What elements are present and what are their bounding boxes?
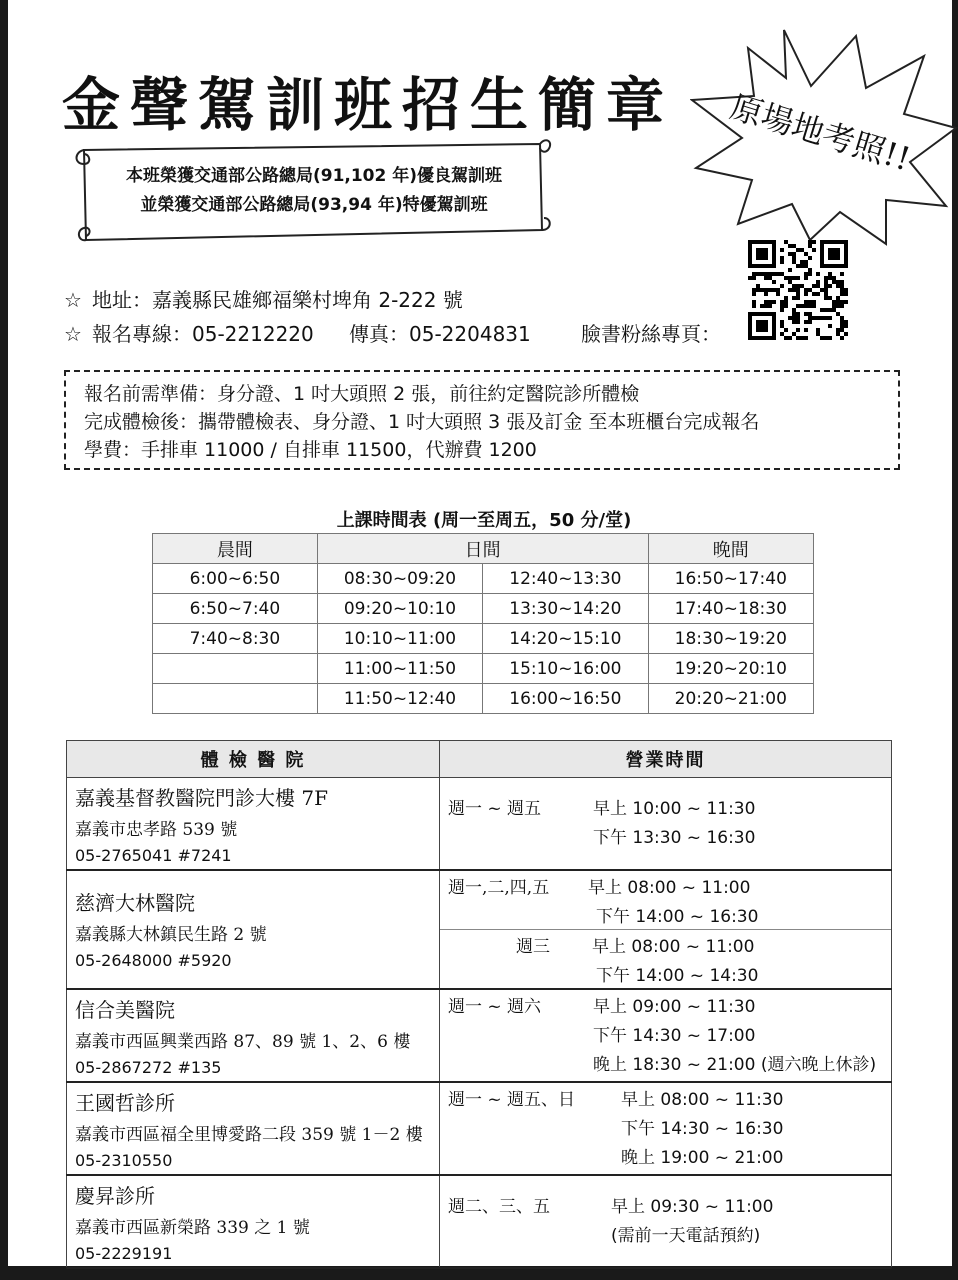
hospital-name: 嘉義基督教醫院門診大樓 7F: [75, 786, 328, 810]
hospital-hours: 早上 08:00 ~ 11:00: [592, 937, 755, 957]
hospital-hours: 下午 14:00 ~ 14:30: [596, 966, 759, 986]
stamp-text: 原場地考照!!: [725, 87, 915, 179]
hospital-hours: 早上 09:00 ~ 11:30: [593, 997, 756, 1017]
schedule-cell: 10:10~11:00: [317, 624, 482, 654]
hospital-days: 週一 ~ 週六: [448, 997, 542, 1017]
schedule-row: [153, 654, 814, 684]
requirements-box: [64, 370, 900, 470]
hospital-hours: 早上 09:30 ~ 11:00: [611, 1197, 774, 1217]
schedule-cell: 6:00~6:50: [153, 564, 318, 594]
schedule-cell: 08:30~09:20: [317, 564, 482, 594]
schedule-row: [153, 624, 814, 654]
schedule-cell: 09:20~10:10: [317, 594, 482, 624]
schedule-cell: [153, 684, 318, 714]
phone-line: [64, 318, 764, 347]
schedule-cell: 7:40~8:30: [153, 624, 318, 654]
schedule-cell: 6:50~7:40: [153, 594, 318, 624]
star-icon: ☆: [64, 288, 82, 312]
header-morning: 晨間: [153, 534, 318, 564]
schedule-cell: 11:50~12:40: [317, 684, 482, 714]
banner-line-2: 並榮獲交通部公路總局(93,94 年)特優駕訓班: [140, 195, 488, 215]
hospital-row: [67, 1175, 892, 1268]
hospital-row: [67, 870, 892, 989]
hospital-address: 嘉義市西區興業西路 87、89 號 1、2、6 樓: [75, 1032, 411, 1052]
header-hospital: 體 檢 醫 院: [67, 741, 440, 778]
page-title: 金聲駕訓班招生簡章: [62, 71, 675, 139]
hospital-days: 週二、三、五: [448, 1197, 550, 1217]
hospital-days: 週一,二,四,五: [448, 878, 550, 898]
hospital-row: [67, 1082, 892, 1175]
schedule-row: [153, 564, 814, 594]
left-frame-edge: [0, 0, 8, 1280]
banner-line-1: 本班榮獲交通部公路總局(91,102 年)優良駕訓班: [125, 166, 503, 186]
hospital-address: 嘉義市西區福全里博愛路二段 359 號 1－2 樓: [75, 1125, 423, 1145]
hospital-row: [67, 989, 892, 1082]
schedule-cell: 18:30~19:20: [648, 624, 813, 654]
hospital-address: 嘉義市忠孝路 539 號: [75, 820, 238, 840]
schedule-row: [153, 594, 814, 624]
schedule-cell: 13:30~14:20: [483, 594, 648, 624]
hospital-phone: 05-2765041 #7241: [75, 846, 232, 865]
hospital-name: 慶昇診所: [75, 1184, 155, 1208]
banner-text: [90, 162, 538, 220]
schedule-cell: 20:20~21:00: [648, 684, 813, 714]
hospital-name: 慈濟大林醫院: [75, 891, 195, 915]
hospital-days: 週三: [516, 937, 550, 957]
hospital-phone: 05-2229191: [75, 1244, 173, 1263]
hospital-sub-schedule: [440, 929, 891, 988]
hospital-days: 週一 ~ 週五: [448, 799, 542, 819]
schedule-cell: 19:20~20:10: [648, 654, 813, 684]
hospital-table: [66, 740, 892, 1269]
header-hours: 營業時間: [440, 741, 892, 778]
requirement-line: 學費：手排車 11000 / 自排車 11500，代辦費 1200: [84, 439, 537, 461]
hospital-hours: 晚上 19:00 ~ 21:00: [621, 1148, 784, 1168]
registration-phone: 報名專線：05-2212220: [92, 322, 314, 346]
address-text: 地址：嘉義縣民雄鄉福樂村埤角 2-222 號: [92, 288, 463, 312]
hospital-address: 嘉義縣大林鎮民生路 2 號: [75, 925, 267, 945]
header-evening: 晚間: [648, 534, 813, 564]
hospital-hours: 早上 10:00 ~ 11:30: [593, 799, 756, 819]
hospital-header-row: [67, 741, 892, 778]
hospital-phone: 05-2867272 #135: [75, 1058, 222, 1077]
hospital-row: [67, 778, 892, 871]
schedule-header-row: [153, 534, 814, 564]
hospital-hours: (需前一天電話預約): [611, 1226, 761, 1246]
hospital-hours: 早上 08:00 ~ 11:00: [588, 878, 751, 898]
schedule-cell: 16:00~16:50: [483, 684, 648, 714]
schedule-row: [153, 684, 814, 714]
fax-number: 傳真：05-2204831: [349, 322, 531, 346]
hospital-name: 王國哲診所: [75, 1091, 175, 1115]
hospital-hours: 下午 14:30 ~ 16:30: [621, 1119, 784, 1139]
schedule-cell: 11:00~11:50: [317, 654, 482, 684]
hospital-hours: 下午 13:30 ~ 16:30: [593, 828, 756, 848]
hospital-hours: 下午 14:00 ~ 16:30: [596, 907, 759, 927]
hospital-days: 週一 ~ 週五、日: [448, 1090, 576, 1110]
hospital-address: 嘉義市西區新榮路 339 之 1 號: [75, 1218, 310, 1238]
schedule-cell: [153, 654, 318, 684]
hospital-hours: 晚上 18:30 ~ 21:00 (週六晚上休診): [593, 1055, 877, 1075]
requirement-line: 完成體檢後：攜帶體檢表、身分證、1 吋大頭照 3 張及訂金 至本班櫃台完成報名: [84, 411, 760, 433]
address-line: [64, 284, 463, 313]
hospital-hours: 早上 08:00 ~ 11:30: [621, 1090, 784, 1110]
facebook-label: 臉書粉絲專頁：: [581, 322, 721, 346]
hospital-phone: 05-2648000 #5920: [75, 951, 232, 970]
header-day: 日間: [317, 534, 648, 564]
schedule-title: 上課時間表 (周一至周五，50 分/堂): [336, 510, 632, 531]
hospital-name: 信合美醫院: [75, 998, 175, 1022]
star-icon: ☆: [64, 322, 82, 346]
schedule-cell: 16:50~17:40: [648, 564, 813, 594]
schedule-cell: 14:20~15:10: [483, 624, 648, 654]
schedule-cell: 17:40~18:30: [648, 594, 813, 624]
hospital-phone: 05-2310550: [75, 1151, 173, 1170]
hospital-hours: 下午 14:30 ~ 17:00: [593, 1026, 756, 1046]
schedule-table: [152, 533, 814, 714]
schedule-cell: 15:10~16:00: [483, 654, 648, 684]
requirement-line: 報名前需準備：身分證、1 吋大頭照 2 張，前往約定醫院診所體檢: [84, 383, 640, 405]
schedule-cell: 12:40~13:30: [483, 564, 648, 594]
